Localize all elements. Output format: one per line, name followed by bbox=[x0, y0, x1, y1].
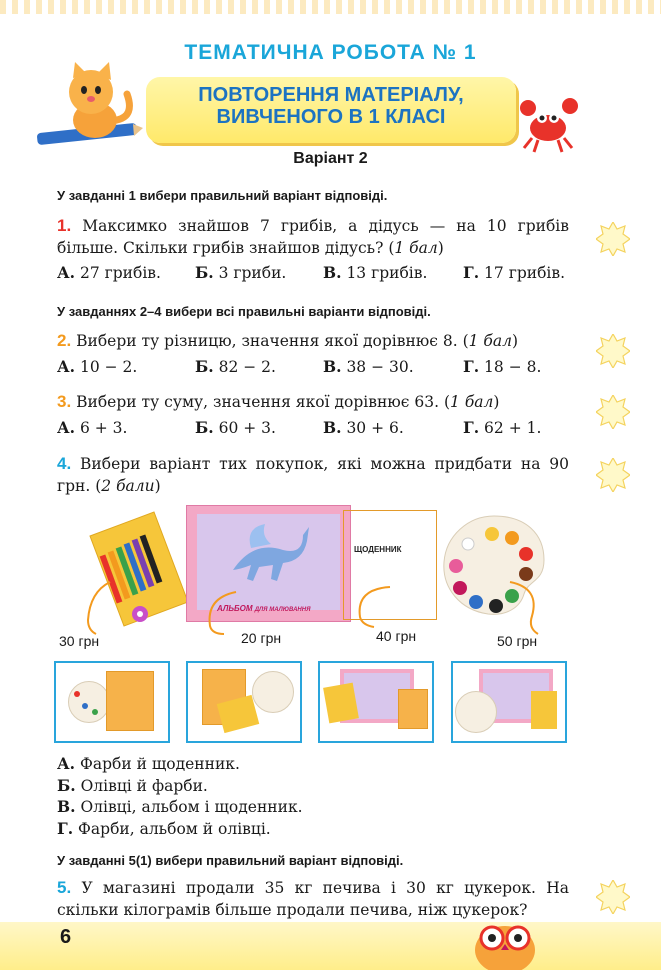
variant-heading: Варіант 2 bbox=[293, 150, 368, 167]
task-3-close: ) bbox=[493, 393, 500, 411]
crab-icon bbox=[518, 94, 580, 154]
price-diary: 40 грн bbox=[376, 628, 417, 644]
option-frame-v[interactable] bbox=[318, 661, 434, 743]
task-3-option-a[interactable]: А. 6 + 3. bbox=[57, 418, 128, 437]
task-4-answer-a[interactable]: А. Фарби й щоденник. bbox=[57, 754, 240, 773]
price-paints: 50 грн bbox=[497, 633, 538, 649]
task-1-close: ) bbox=[437, 239, 444, 257]
task-1-text bbox=[57, 215, 569, 259]
task-4-answer-h[interactable]: Г. Фарби, альбом й олівці. bbox=[57, 819, 271, 838]
task-1-question: Максимко знайшов 7 грибів, а дідусь — на 10 грибів більше. Скільки грибів знайшов дідусь? ( bbox=[57, 217, 569, 257]
task-2-option-v[interactable]: В. 38 − 30. bbox=[323, 357, 414, 376]
topic-line-1: ПОВТОРЕННЯ МАТЕРІАЛУ, bbox=[198, 84, 464, 106]
task-2-question: Вибери ту різницю, значення якої дорівнює 8. ( bbox=[76, 332, 469, 350]
task-2-text bbox=[57, 330, 569, 352]
instruction-3: У завданні 5(1) вибери правильний варіант відповіді. bbox=[57, 853, 404, 868]
task-2-option-h[interactable]: Г. 18 − 8. bbox=[463, 357, 542, 376]
task-2-points: 1 бал bbox=[468, 332, 512, 350]
task-4-close: ) bbox=[154, 477, 161, 495]
instruction-2: У завданнях 2–4 вибери всі правильні варіанти відповіді. bbox=[57, 304, 431, 319]
task-3-options bbox=[57, 418, 597, 440]
task-1-points: 1 бал bbox=[394, 239, 438, 257]
answer-sun-3-icon[interactable] bbox=[596, 395, 630, 429]
price-pointer-pencils bbox=[70, 580, 130, 640]
task-2-options bbox=[57, 357, 597, 379]
task-1-option-v[interactable]: В. 13 грибів. bbox=[323, 263, 428, 282]
task-5-number: 5. bbox=[57, 878, 72, 897]
option-frame-h[interactable] bbox=[451, 661, 567, 743]
task-2-option-a[interactable]: А. 10 − 2. bbox=[57, 357, 138, 376]
answer-sun-2-icon[interactable] bbox=[596, 334, 630, 368]
album-label: АЛЬБОМ ДЛЯ МАЛЮВАННЯ bbox=[217, 604, 311, 613]
page-title: ТЕМАТИЧНА РОБОТА № 1 bbox=[184, 41, 477, 64]
price-pointer-paints bbox=[500, 580, 550, 640]
topic-line-2: ВИВЧЕНОГО В 1 КЛАСІ bbox=[216, 106, 446, 128]
task-3-option-b[interactable]: Б. 60 + 3. bbox=[195, 418, 276, 437]
task-4-answer-b[interactable]: Б. Олівці й фарби. bbox=[57, 776, 208, 795]
option-frame-a[interactable] bbox=[54, 661, 170, 743]
task-1-option-b[interactable]: Б. 3 гриби. bbox=[195, 263, 287, 282]
task-3-option-h[interactable]: Г. 62 + 1. bbox=[463, 418, 542, 437]
diary-label: ЩОДЕННИК bbox=[354, 545, 402, 554]
task-1-number: 1. bbox=[57, 216, 72, 235]
page-footer bbox=[0, 922, 661, 970]
price-album: 20 грн bbox=[241, 630, 282, 646]
task-1-option-h[interactable]: Г. 17 грибів. bbox=[463, 263, 566, 282]
instruction-1: У завданні 1 вибери правильний варіант відповіді. bbox=[57, 188, 388, 203]
task-5-question: У магазині продали 35 кг печива і 30 кг цукерок. На скільки кілограмів більше продали печива, ніж цукерок? bbox=[57, 879, 569, 919]
price-pointer-album bbox=[196, 590, 246, 640]
task-3-points: 1 бал bbox=[450, 393, 494, 411]
option-frame-b[interactable] bbox=[186, 661, 302, 743]
task-1-option-a[interactable]: А. 27 грибів. bbox=[57, 263, 161, 282]
task-3-number: 3. bbox=[57, 392, 72, 411]
task-3-text bbox=[57, 391, 569, 413]
task-2-number: 2. bbox=[57, 331, 72, 350]
task-3-question: Вибери ту суму, значення якої дорівнює 63. ( bbox=[76, 393, 451, 411]
answer-sun-4-icon[interactable] bbox=[596, 458, 630, 492]
task-4-text bbox=[57, 453, 569, 497]
task-2-option-b[interactable]: Б. 82 − 2. bbox=[195, 357, 276, 376]
topic-banner-text bbox=[146, 84, 516, 128]
answer-sun-1-icon[interactable] bbox=[596, 222, 630, 256]
task-4-points: 2 бали bbox=[101, 477, 155, 495]
cat-mascot-icon bbox=[33, 58, 143, 158]
task-2-close: ) bbox=[512, 332, 519, 350]
task-4-answer-v[interactable]: В. Олівці, альбом і щоденник. bbox=[57, 797, 303, 816]
task-3-option-v[interactable]: В. 30 + 6. bbox=[323, 418, 404, 437]
task-4-question: Вибери варіант тих покупок, які можна придбати на 90 грн. ( bbox=[57, 455, 569, 495]
answer-sun-5-icon[interactable] bbox=[596, 880, 630, 914]
page-number: 6 bbox=[60, 926, 72, 948]
task-1-options bbox=[57, 263, 597, 285]
task-4-number: 4. bbox=[57, 454, 72, 473]
pegasus-icon bbox=[223, 520, 313, 590]
price-pencils: 30 грн bbox=[59, 633, 100, 649]
owl-icon bbox=[470, 910, 540, 970]
top-decor-dots bbox=[0, 0, 661, 14]
